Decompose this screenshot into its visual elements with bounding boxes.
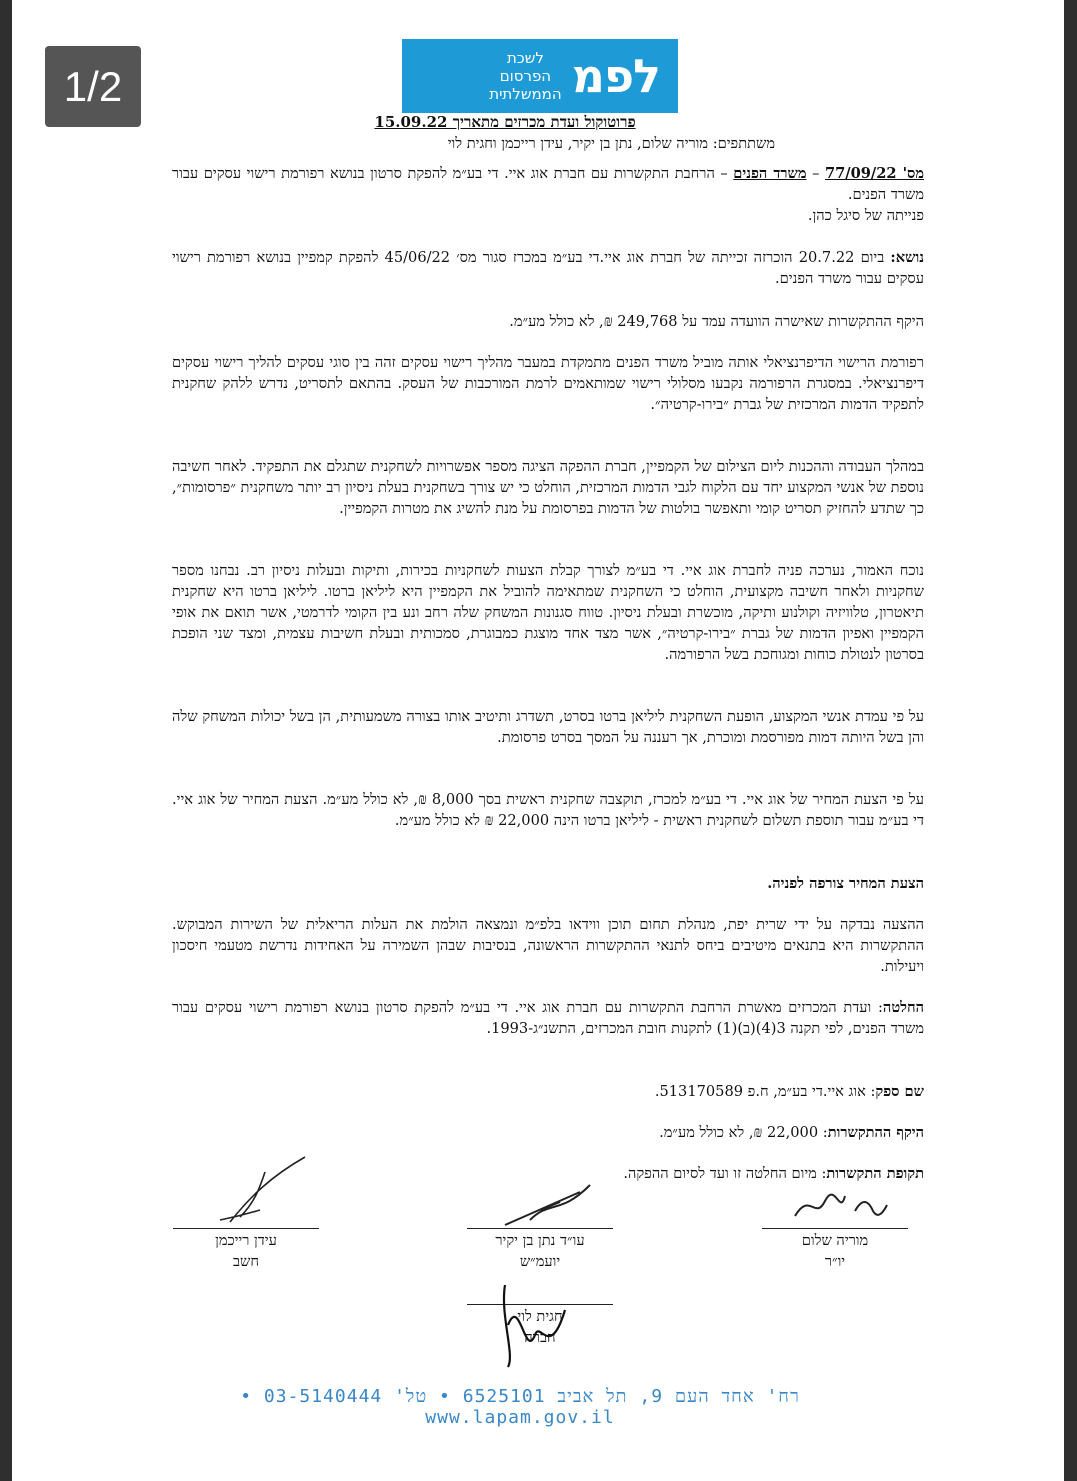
supplier-line xyxy=(172,1081,924,1102)
logo-line-3: הממשלתית xyxy=(489,85,562,103)
paragraph-actress: נוכח האמור, נערכה פניה לחברת אוג איי. די בע״מ לצורך קבלת הצעות לשחקניות בכירות, ותיקות ובעלות ניסיון רב. נבחנו מספר שחקניות ולאחר חשיבה מקצועית, הוחלט כי השחקנית שמתאימה להוביל את הקמפיין היא ליליאן ברטו. ליליאן ברטו היא שחקנית תיאטרון, טלוויזיה וקולנוע ותיקה, מוכשרת ובעלת ניסיון. טווח סגנונות המשחק שלה רחב ונע בין הקומי לדרמטי, אשר תואם את אופי הקמפיין ואפיון הדמות של גברת ״בירו-קרטיה״, אשר מצד אחד מוצגת כמבוגרת, סמכותית ובעלת חשיבות עצמית, ומצד שני הופכת בסרטון לנטולת כוחות ומגוחכת בשל הרפורמה. xyxy=(172,562,924,663)
period-text: : מיום החלטה זו ועד לסיום ההפקה. xyxy=(623,1165,827,1182)
logo-line-1: לשכת xyxy=(506,49,544,67)
footer-contact: רח' אחד העם 9, תל אביב 6525101 • טל' 03-5140444 • www.lapam.gov.il xyxy=(240,1386,800,1428)
item-text: – הרחבת התקשרות עם חברת אוג איי. די בע״מ להפקת סרטון בנושא רפורמת רישוי עסקים עבור משרד הפנים. xyxy=(172,165,924,203)
subject-text: ביום 20.7.22 הוכרזה זכייתה של חברת אוג איי.די בע״מ במכרז סגור מס׳ 45/06/22 להפקת קמפיין בנושא רפורמת רישוי עסקים עבור משרד הפנים. xyxy=(172,249,924,287)
decision-text: : ועדת המכרזים מאשרת הרחבת התקשרות עם חברת אוג איי. די בע״מ להפקת סרטון בנושא רפורמת רישוי עסקים עבור משרד הפנים, לפי תקנה 3(4)(ב)(1) לתקנות חובת המכרזים, התשנ״ג-1993. xyxy=(172,999,924,1037)
paragraph-reform: רפורמת הרישוי הדיפרנציאלי אותה מוביל משרד הפנים מתמקדת במעבר מהליך רישוי עסקים זהה בין סוגי עסקים להליך רישוי עסקים דיפרנציאלי. במסגרת הרפורמה נקבעו מסלולי רישוי שמותאמים לרמת המורכבות של העסק. בהתאם לתסריט, נדרש ללהק שחקנית לתפקיד הדמות המרכזית של גברת ״בירו-קרטיה״. xyxy=(172,354,924,413)
logo-line-2: הפרסום xyxy=(499,67,552,85)
page-counter-badge: 1/2 xyxy=(45,46,141,127)
signatory-chair xyxy=(762,1230,908,1272)
lapam-logo xyxy=(402,39,678,113)
signatory-legal-name: עו״ד נתן בן יקיר xyxy=(495,1232,585,1249)
logo-text xyxy=(481,49,561,103)
signatory-legal xyxy=(467,1230,613,1272)
signature-scribble-chair xyxy=(785,1186,895,1228)
logo-mark: לפמ xyxy=(571,49,660,103)
paragraph-professional-opinion: על פי עמדת אנשי המקצוע, הופעת השחקנית ליליאן ברטו בסרט, תשדרג ותיטיב אותו בצורה משמעותית, הן בשל יכולות המשחק שלה והן בשל היותה דמות מפורסמת ומוכרת, אך רעננה על המסך בסרט פרסומת. xyxy=(172,708,924,746)
scope-text: : 22,000 ₪, לא כולל מע״מ. xyxy=(659,1124,828,1141)
paragraph-casting: במהלך העבודה וההכנות ליום הצילום של הקמפיין, חברת ההפקה הציגה מספר אפשרויות לשחקנית שתגלם את התפקיד. לאחר חשיבה נוספת של אנשי המקצוע יחד עם הלקוח לגבי הדמות המרכזית, הוחלט כי יש צורך בשחקנית בעלת ניסיון רב יותר משחקנית ״פרסומות״, כך שתדע להחזיק תסריט קומי ותאפשר בולטות של הדמות בפרסומת על מנת להשיג את מטרות הקמפיין. xyxy=(172,458,924,517)
participants-line: משתתפים: מוריה שלום, נתן בן יקיר, עידן רייכמן וחגית לוי xyxy=(447,135,775,152)
paragraph-review: ההצעה נבדקה על ידי שרית יפת, מנהלת תחום תוכן ווידאו בלפ״מ ונמצאה הולמת את העלות הריאלית של השירות המבוקש. ההתקשרות היא בתנאים מיטיבים ביחס לתנאי ההתקשרות הראשונה, בנסיבות שבהן השמירה על האחידות נדרשת מטעמי חיסכון ויעילות. xyxy=(172,916,924,975)
decision-label: החלטה xyxy=(882,999,924,1016)
signature-line-chair xyxy=(762,1228,908,1229)
document-title: פרוטוקול ועדת מכרזים מתאריך 15.09.22 xyxy=(374,113,636,131)
signatory-chair-name: מוריה שלום xyxy=(801,1232,869,1249)
decision-paragraph xyxy=(172,997,924,1039)
item-ministry: משרד הפנים xyxy=(733,165,807,182)
period-label: תקופת התקשרות xyxy=(826,1165,924,1182)
signature-scribble-legal xyxy=(500,1180,600,1230)
scope-label: היקף ההתקשרות xyxy=(827,1124,924,1141)
signatory-chair-role: יו״ר xyxy=(824,1253,846,1270)
subject-label: נושא: xyxy=(890,249,924,266)
supplier-text: : אוג איי.די בע״מ, ח.פ 513170589. xyxy=(654,1083,876,1100)
signature-line-legal xyxy=(467,1228,613,1229)
subject-paragraph xyxy=(172,247,924,289)
scope-line xyxy=(172,1122,924,1143)
signatory-accountant xyxy=(173,1230,319,1272)
signatory-accountant-role: חשב xyxy=(232,1253,259,1270)
signatory-legal-role: יועמ״ש xyxy=(519,1253,561,1270)
item-request: פנייתה של סיגל כהן. xyxy=(807,207,924,224)
signature-line-accountant xyxy=(173,1228,319,1229)
signatory-member-role: חברה xyxy=(524,1329,556,1346)
signatory-member-name: חגית לוי xyxy=(517,1308,563,1325)
item-header: מס' 77/09/22 – משרד הפנים – הרחבת התקשרות עם חברת אוג איי. די בע״מ להפקת סרטון בנושא רפורמת רישוי עסקים עבור משרד הפנים. פנייתה של סיגל כהן. xyxy=(172,165,924,224)
signatory-accountant-name: עידן רייכמן xyxy=(215,1232,277,1249)
scope-approved: היקף ההתקשרות שאישרה הוועדה עמד על 249,768 ₪, לא כולל מע״מ. xyxy=(509,313,924,330)
paragraph-price: על פי הצעת המחיר של אוג איי. די בע״מ למכרז, תוקצבה שחקנית ראשית בסך 8,000 ₪, לא כולל מע״מ. הצעת המחיר של אוג איי. די בע״מ עבור תוספת תשלום לשחקנית ראשית - ליליאן ברטו הינה 22,000 ₪ לא כולל מע״מ. xyxy=(172,791,924,829)
signature-scribble-member xyxy=(490,1275,580,1370)
supplier-label: שם ספק xyxy=(875,1083,924,1100)
price-attached-note: הצעת המחיר צורפה לפניה. xyxy=(767,875,924,892)
signature-scribble-accountant xyxy=(210,1152,310,1228)
item-number: מס' 77/09/22 xyxy=(824,165,924,182)
